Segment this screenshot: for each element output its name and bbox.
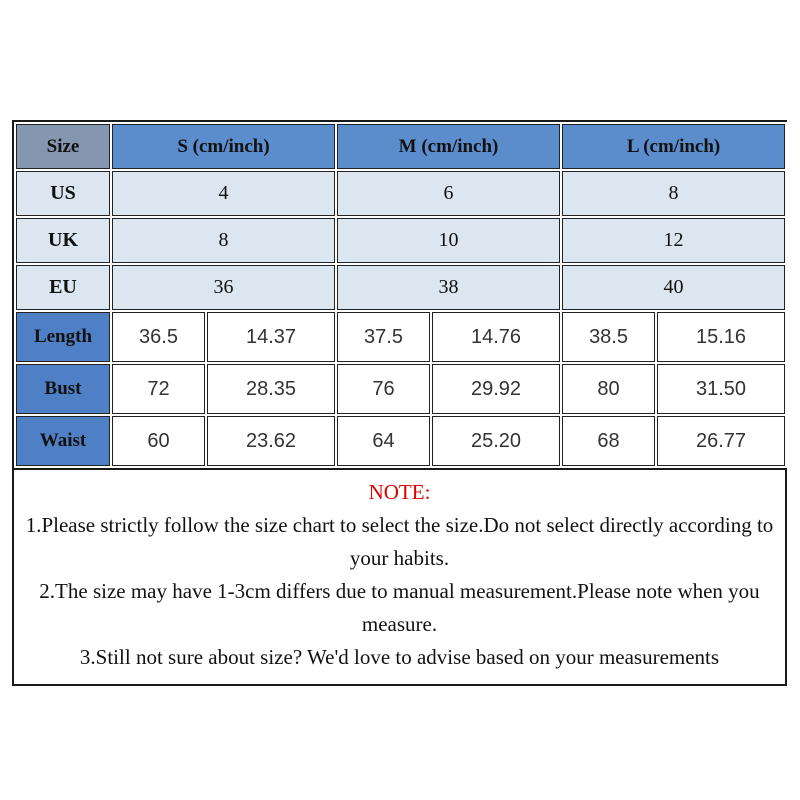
- table-cell: 80: [562, 364, 655, 414]
- table-cell: 38: [337, 265, 560, 310]
- table-cell: 72: [112, 364, 205, 414]
- column-header-s: S (cm/inch): [112, 124, 335, 169]
- notes-section: [14, 468, 785, 684]
- size-chart: [12, 120, 787, 686]
- size-table: [14, 122, 787, 468]
- note-line-2: 2.The size may have 1-3cm differs due to manual measurement.Please note when you measure.: [39, 579, 760, 636]
- table-cell: 8: [112, 218, 335, 263]
- table-row-eu: [16, 265, 785, 310]
- table-cell: 40: [562, 265, 785, 310]
- table-cell: 28.35: [207, 364, 335, 414]
- header-row: [16, 124, 785, 169]
- row-label-uk: UK: [16, 218, 110, 263]
- table-cell: 10: [337, 218, 560, 263]
- table-row-us: [16, 171, 785, 216]
- table-row-bust: [16, 364, 785, 414]
- table-row-length: [16, 312, 785, 362]
- row-label-waist: Waist: [16, 416, 110, 466]
- row-label-length: Length: [16, 312, 110, 362]
- note-title: NOTE:: [368, 480, 431, 504]
- table-cell: 14.37: [207, 312, 335, 362]
- table-cell: 14.76: [432, 312, 560, 362]
- size-header-cell: Size: [16, 124, 110, 169]
- table-row-waist: [16, 416, 785, 466]
- table-cell: 8: [562, 171, 785, 216]
- table-cell: 4: [112, 171, 335, 216]
- table-cell: 25.20: [432, 416, 560, 466]
- table-cell: 36: [112, 265, 335, 310]
- row-label-us: US: [16, 171, 110, 216]
- row-label-eu: EU: [16, 265, 110, 310]
- table-cell: 23.62: [207, 416, 335, 466]
- table-cell: 36.5: [112, 312, 205, 362]
- table-cell: 26.77: [657, 416, 785, 466]
- table-cell: 76: [337, 364, 430, 414]
- table-cell: 68: [562, 416, 655, 466]
- table-cell: 6: [337, 171, 560, 216]
- table-cell: 37.5: [337, 312, 430, 362]
- row-label-bust: Bust: [16, 364, 110, 414]
- table-cell: 38.5: [562, 312, 655, 362]
- table-cell: 31.50: [657, 364, 785, 414]
- table-cell: 60: [112, 416, 205, 466]
- table-cell: 12: [562, 218, 785, 263]
- table-cell: 29.92: [432, 364, 560, 414]
- column-header-m: M (cm/inch): [337, 124, 560, 169]
- column-header-l: L (cm/inch): [562, 124, 785, 169]
- table-row-uk: [16, 218, 785, 263]
- note-line-3: 3.Still not sure about size? We'd love to advise based on your measurements: [79, 645, 720, 669]
- table-cell: 64: [337, 416, 430, 466]
- table-cell: 15.16: [657, 312, 785, 362]
- note-line-1: 1.Please strictly follow the size chart to select the size.Do not select directly according to your habits.: [25, 513, 774, 570]
